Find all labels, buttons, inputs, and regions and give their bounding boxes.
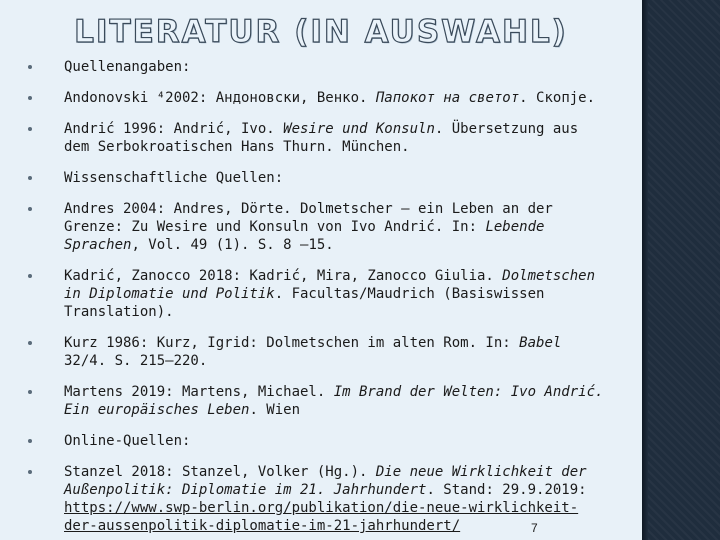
- slide-title: LITERATUR (IN AUSWAHL): [74, 14, 568, 50]
- section-heading-scientific: [28, 169, 604, 187]
- reference-text-end: . Скопје.: [519, 90, 596, 106]
- bullet-icon: [28, 96, 32, 100]
- reference-andonovski: [28, 89, 604, 107]
- reference-text-end: . Stand: 29.9.2019:: [426, 482, 587, 498]
- decorative-sidebar: [642, 0, 720, 540]
- reference-text-end: , Vol. 49 (1). S. 8 –15.: [131, 237, 334, 253]
- reference-title: Die neue Wirklichkeit der Außenpolitik: Diplomatie im 21. Jahrhundert: [64, 464, 587, 498]
- reference-andres: [28, 200, 604, 254]
- reference-text: Martens 2019: Martens, Michael.: [64, 384, 334, 400]
- reference-text: Kurz 1986: Kurz, Igrid: Dolmetschen im alten Rom. In:: [64, 335, 520, 351]
- reference-url-link[interactable]: https://www.swp-berlin.org/publikation/die-neue-wirklichkeit-der-aussenpolitik-diplomatie-im-21-jahrhundert/: [64, 500, 579, 534]
- reference-text: Andrić 1996: Andrić, Ivo.: [64, 121, 284, 137]
- reference-kadric: [28, 267, 604, 321]
- bullet-icon: [28, 65, 32, 69]
- section-heading-label: Quellenangaben:: [64, 59, 191, 75]
- bullet-icon: [28, 390, 32, 394]
- reference-andric: [28, 120, 604, 156]
- reference-title: Dolmetschen in Diplomatie und Politik: [64, 268, 596, 302]
- section-heading-online: [28, 432, 604, 450]
- bullet-icon: [28, 439, 32, 443]
- reference-stanzel: [28, 463, 604, 535]
- bullet-icon: [28, 207, 32, 211]
- bullet-icon: [28, 341, 32, 345]
- bullet-icon: [28, 274, 32, 278]
- reference-title: Babel: [519, 335, 562, 351]
- reference-title: Lebende Sprachen: [64, 219, 545, 253]
- reference-text: Andres 2004: Andres, Dörte. Dolmetscher – ein Leben an der Grenze: Zu Wesire und Konsuln von Ivo Andrić. In:: [64, 201, 553, 235]
- section-heading-label: Wissenschaftliche Quellen:: [64, 170, 284, 186]
- reference-title: Wesire und Konsuln: [283, 121, 435, 137]
- reference-title: Папокот на светот: [375, 90, 520, 106]
- reference-text: Andonovski ⁴2002: Андоновски, Венко.: [64, 90, 376, 106]
- reference-text: Kadrić, Zanocco 2018: Kadrić, Mira, Zanocco Giulia.: [64, 268, 503, 284]
- bullet-icon: [28, 127, 32, 131]
- reference-text-end: 32/4. S. 215–220.: [64, 353, 208, 369]
- reference-text-end: . Übersetzung aus dem Serbokroatischen Hans Thurn. München.: [64, 121, 579, 155]
- reference-martens: [28, 383, 604, 419]
- bibliography-list: [28, 58, 604, 540]
- page-number: 7: [531, 521, 538, 535]
- reference-title: Im Brand der Welten: Ivo Andrić. Ein europäisches Leben: [64, 384, 604, 418]
- reference-text-end: . Wien: [249, 402, 301, 418]
- reference-text-end: . Facultas/Maudrich (Basiswissen Translation).: [64, 286, 545, 320]
- reference-kurz: [28, 334, 604, 370]
- bullet-icon: [28, 470, 32, 474]
- bullet-icon: [28, 176, 32, 180]
- reference-text: Stanzel 2018: Stanzel, Volker (Hg.).: [64, 464, 376, 480]
- sidebar-texture: [648, 0, 720, 540]
- section-heading-label: Online-Quellen:: [64, 433, 191, 449]
- section-heading-sources: [28, 58, 604, 76]
